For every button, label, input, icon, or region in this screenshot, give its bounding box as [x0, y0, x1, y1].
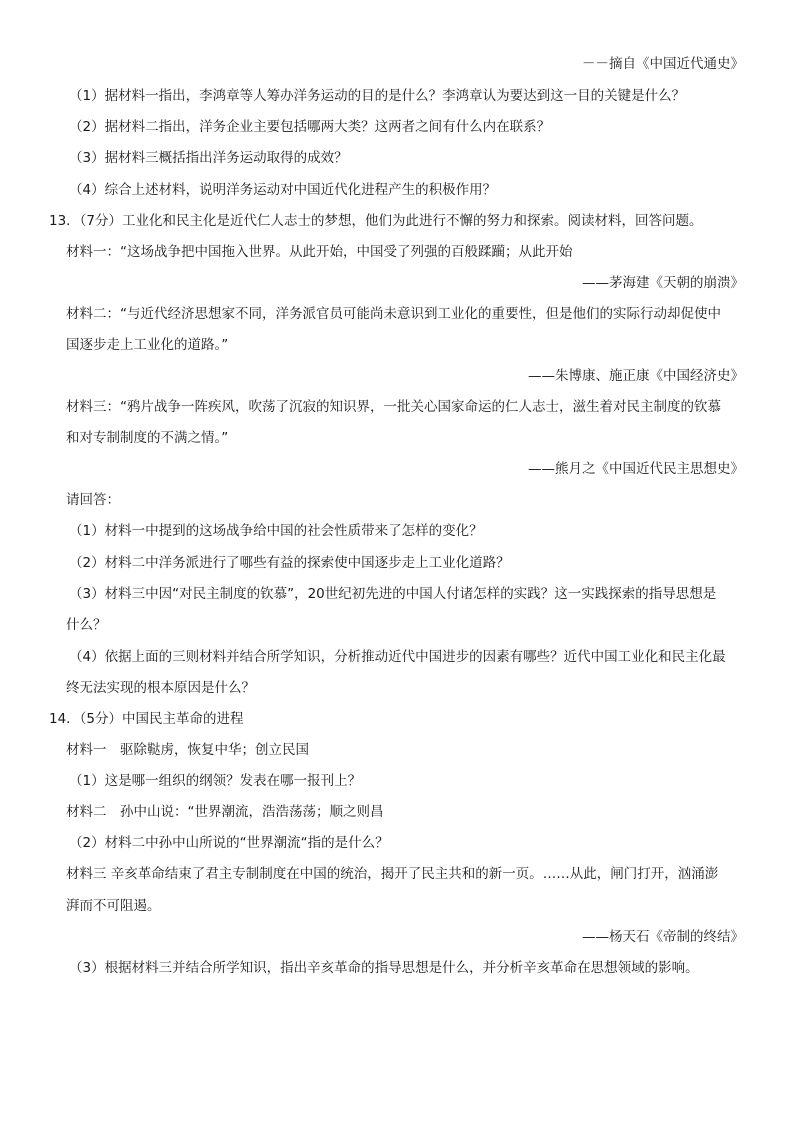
q14-material-3-line-2: 湃而不可阻遏。 — [66, 898, 161, 914]
q13-sub-question-3-line-2: 什么？ — [66, 617, 107, 633]
q12-sub-question-3: （3）据材料三概括指出洋务运动取得的成效？ — [69, 150, 348, 166]
q14-material-3-source: ——杨天石《帝制的终结》 — [582, 929, 744, 945]
q13-material-2-line-2: 国逐步走上工业化的道路。” — [66, 337, 229, 353]
q14-sub-question-1: （1）这是哪一组织的纲领？发表在哪一报刊上？ — [69, 773, 362, 789]
q12-sub-question-1: （1）据材料一指出，李鸿章等人筹办洋务运动的目的是什么？李鸿章认为要达到这一目的关键是什么？ — [69, 88, 686, 104]
q14-header: 14．（5分）中国民主革命的进程 — [49, 711, 244, 727]
q12-sub-question-4: （4）综合上述材料，说明洋务运动对中国近代化进程产生的积极作用？ — [69, 182, 497, 198]
q13-header: 13．（7分）工业化和民主化是近代仁人志士的梦想，他们为此进行不懈的努力和探索。阅读材料，回答问题。 — [49, 213, 703, 229]
q13-material-2-line-1: 材料二：“与近代经济思想家不同，洋务派官员可能尚未意识到工业化的重要性，但是他们的实际行动却促使中 — [66, 306, 721, 322]
q14-sub-question-3: （3）根据材料三并结合所学知识，指出辛亥革命的指导思想是什么，并分析辛亥革命在思想领域的影响。 — [69, 960, 699, 976]
q13-answer-prompt: 请回答： — [66, 492, 120, 508]
q13-material-1-source: ——茅海建《天朝的崩溃》 — [582, 275, 744, 291]
q14-material-3-line-1: 材料三 辛亥革命结束了君主专制制度在中国的统治，揭开了民主共和的新一页。……从此，闸门打开，汹涌澎 — [66, 866, 719, 882]
q14-material-1: 材料一 驱除鞑虏，恢复中华；创立民国 — [66, 742, 309, 758]
q13-sub-question-4-line-1: （4）依据上面的三则材料并结合所学知识，分析推动近代中国进步的因素有哪些？近代中国工业化和民主化最 — [69, 649, 726, 665]
q13-sub-question-4-line-2: 终无法实现的根本原因是什么？ — [66, 680, 255, 696]
q13-sub-question-1: （1）材料一中提到的这场战争给中国的社会性质带来了怎样的变化？ — [69, 523, 483, 539]
q14-material-2: 材料二 孙中山说：“世界潮流，浩浩荡荡；顺之则昌 — [66, 804, 384, 820]
q13-sub-question-3-line-1: （3）材料三中因“对民主制度的钦慕”，20世纪初先进的中国人付诸怎样的实践？这一实践探索的指导思想是 — [69, 586, 717, 602]
q14-sub-question-2: （2）材料二中孙中山所说的“世界潮流“指的是什么？ — [69, 835, 389, 851]
q13-material-3-source: ——熊月之《中国近代民主思想史》 — [528, 461, 744, 477]
source-citation: －－摘自《中国近代通史》 — [582, 56, 744, 72]
q13-sub-question-2: （2）材料二中洋务派进行了哪些有益的探索使中国逐步走上工业化道路？ — [69, 555, 510, 571]
q13-material-3-line-2: 和对专制制度的不满之情。” — [66, 430, 229, 446]
q13-material-1: 材料一：“这场战争把中国拖入世界。从此开始，中国受了列强的百般蹂躏；从此开始 — [66, 244, 573, 260]
q12-sub-question-2: （2）据材料二指出，洋务企业主要包括哪两大类？这两者之间有什么内在联系？ — [69, 119, 551, 135]
q13-material-3-line-1: 材料三：“鸦片战争一阵疾风，吹荡了沉寂的知识界，一批关心国家命运的仁人志士，滋生着对民主制度的钦慕 — [66, 399, 721, 415]
q13-material-2-source: ——朱博康、施正康《中国经济史》 — [528, 368, 744, 384]
